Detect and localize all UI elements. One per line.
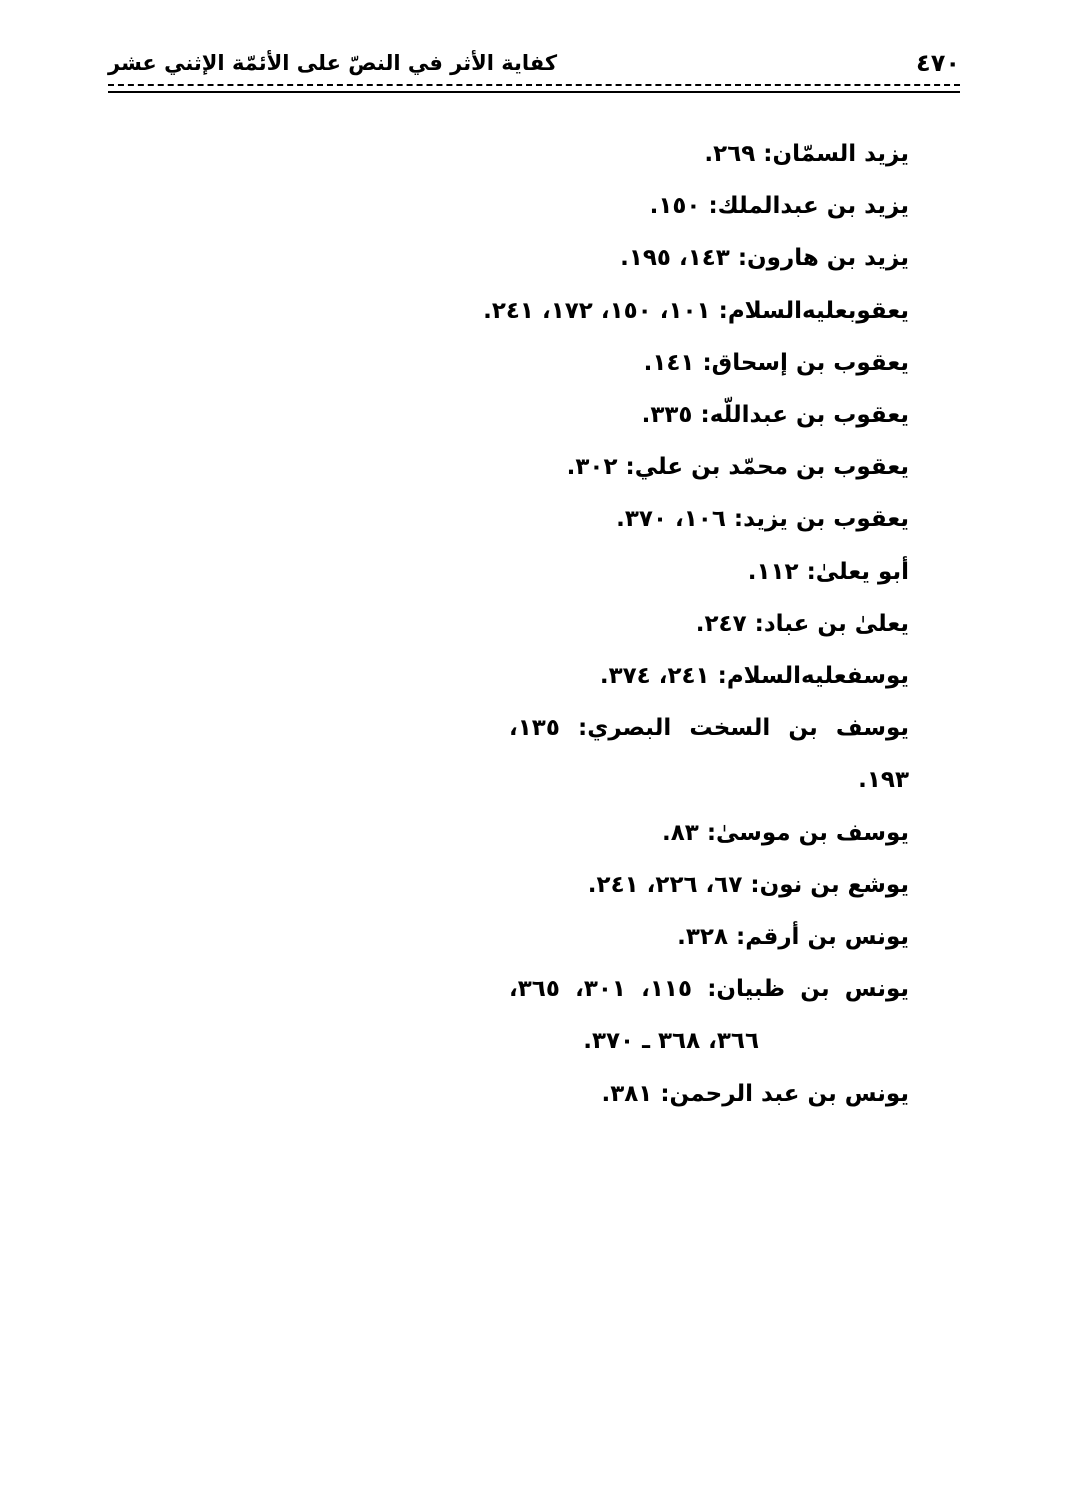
index-entry: يعقوب بن يزيد: ١٠٦، ٣٧٠. (616, 506, 909, 533)
index-entry: يوسف بن السخت البصري: ١٣٥، (509, 715, 909, 742)
index-entry: يوسفعليه‌السلام: ٢٤١، ٣٧٤. (599, 663, 909, 690)
index-entry: يعقوبعليه‌السلام: ١٠١، ١٥٠، ١٧٢، ٢٤١. (483, 297, 909, 324)
index-entry: يعقوب بن محمّد بن علي: ٣٠٢. (566, 454, 909, 481)
running-header (108, 48, 960, 88)
index-entry: يونس بن أرقم: ٣٢٨. (677, 924, 909, 951)
index-entry: يزيد بن هارون: ١٤٣، ١٩٥. (620, 245, 909, 272)
page-number: ٤٧٠ (916, 49, 960, 77)
index-entry: يعلىٰ بن عباد: ٢٤٧. (695, 610, 909, 637)
index-entry: يزيد بن عبدالملك: ١٥٠. (649, 193, 909, 220)
index-entries (483, 128, 910, 1120)
header-rule-dashed (108, 84, 960, 86)
index-entry: يونس بن ظبيان: ١١٥، ٣٠١، ٣٦٥، (509, 976, 910, 1003)
index-entry: يعقوب بن إسحاق: ١٤١. (643, 349, 909, 376)
index-entry: أبو يعلىٰ: ١١٢. (747, 558, 909, 585)
book-title: كفاية الأثر في النصّ على الأئمّة الإثني عشر (108, 51, 558, 75)
index-entry-continuation: ١٩٣. (858, 767, 909, 794)
header-rule-solid (108, 91, 960, 93)
index-entry: يعقوب بن عبداللّه: ٣٣٥. (641, 402, 909, 429)
index-entry-continuation: ٣٦٦، ٣٦٨ ـ ٣٧٠. (583, 1028, 759, 1055)
index-entry: يزيد السمّان: ٢٦٩. (704, 141, 909, 167)
index-entry: يوشع بن نون: ٦٧، ٢٢٦، ٢٤١. (587, 871, 909, 898)
index-entry: يوسف بن موسىٰ: ٨٣. (662, 819, 909, 846)
index-entry: يونس بن عبد الرحمن: ٣٨١. (601, 1080, 909, 1107)
